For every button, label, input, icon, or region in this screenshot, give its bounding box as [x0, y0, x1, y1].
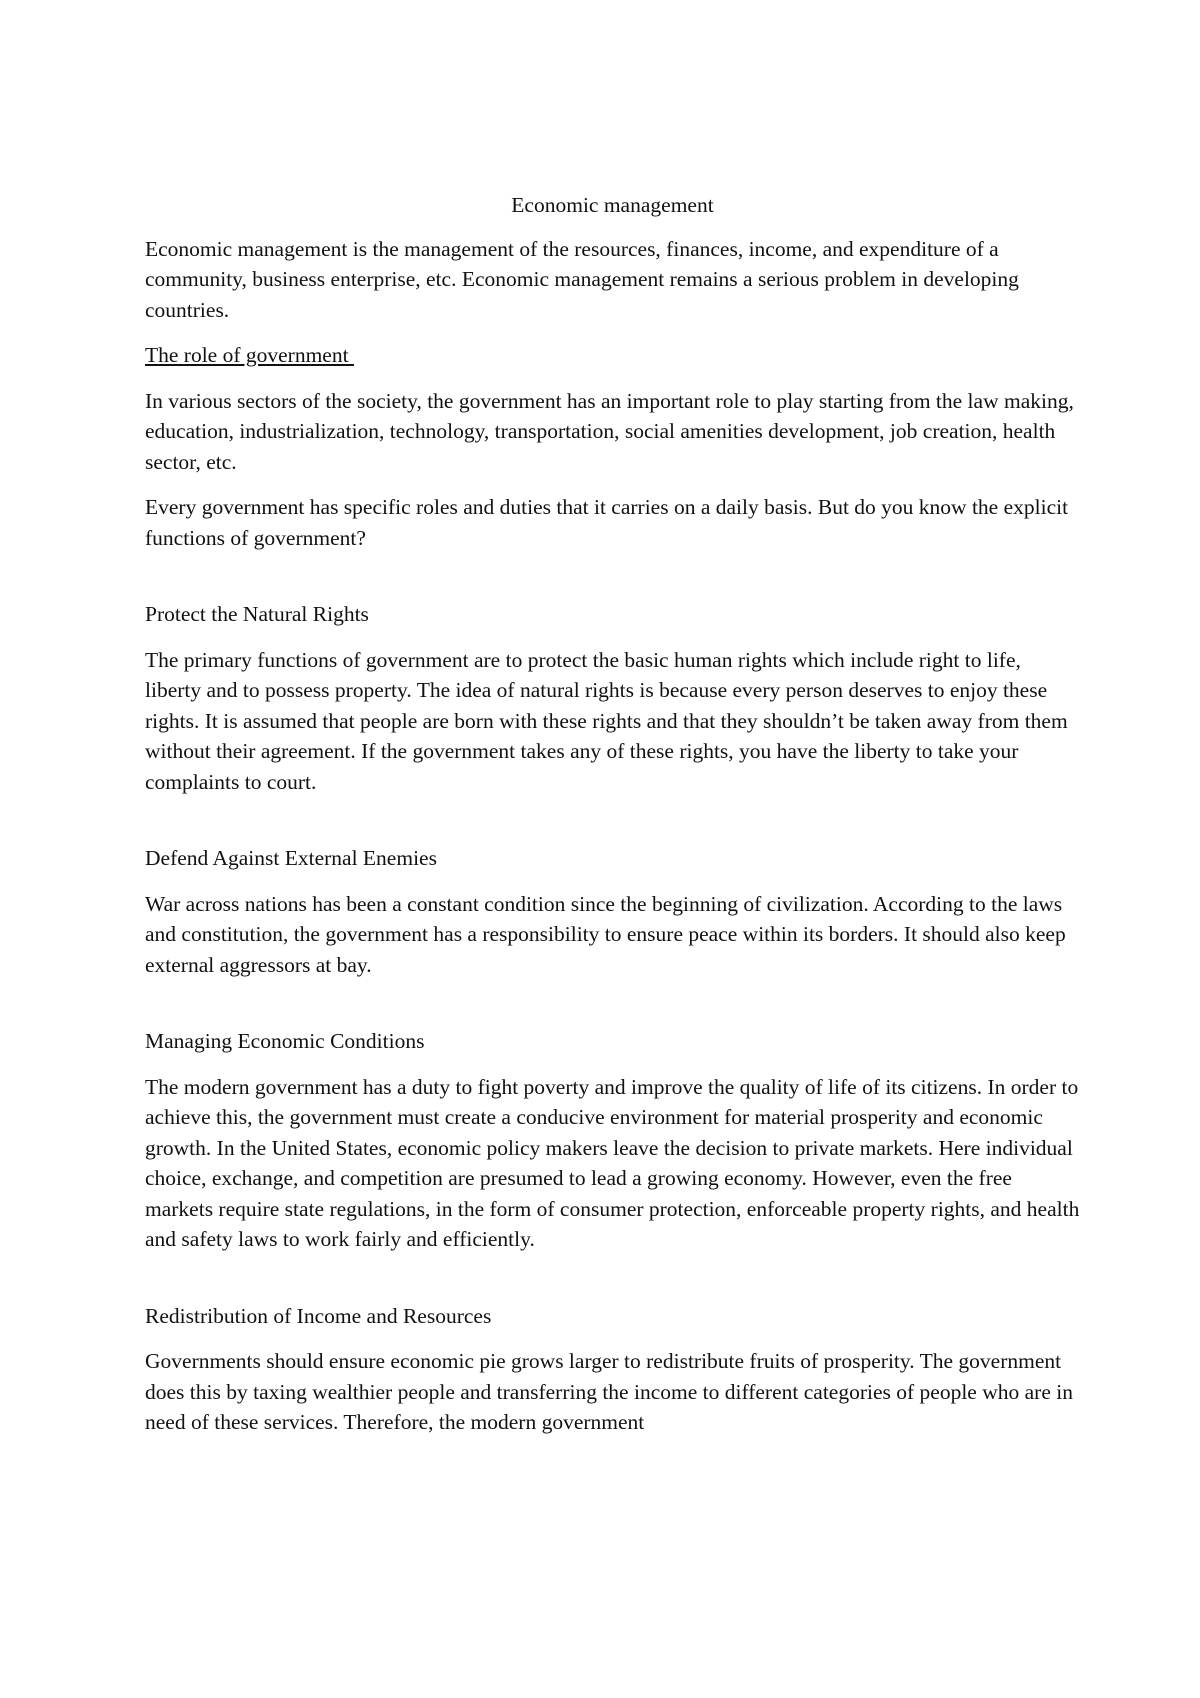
section-body-redistribution: Governments should ensure economic pie grows larger to redistribute fruits of prosperity. The government does this by taxing wealthier people and transferring the income to different categories of people who are in need of these services. Therefore, the modern government	[145, 1349, 1073, 1434]
document-body	[145, 190, 1080, 1453]
role-heading: The role of government	[145, 343, 354, 367]
document-title: Economic management	[511, 193, 714, 217]
section-heading-external-enemies: Defend Against External Enemies	[145, 846, 437, 870]
role-paragraph-1: In various sectors of the society, the government has an important role to play starting from the law making, education, industrialization, technology, transportation, social amenities development, job creation, health sector, etc.	[145, 388, 1074, 474]
section-body-economic-conditions: The modern government has a duty to fight poverty and improve the quality of life of its citizens. In order to achieve this, the government must create a conducive environment for material prosperity and economic growth. In the United States, economic policy makers leave the decision to private markets. Here individual choice, exchange, and competition are presumed to lead a growing economy. However, even the free markets require state regulations, in the form of consumer protection, enforceable property rights, and health and safety laws to work fairly and efficiently.	[145, 1074, 1080, 1251]
section-body-natural-rights: The primary functions of government are to protect the basic human rights which include right to life, liberty and to possess property. The idea of natural rights is because every person deserves to enjoy these rights. It is assumed that people are born with these rights and that they shouldn’t be taken away from them without their agreement. If the government takes any of these rights, you have the liberty to take your complaints to court.	[145, 647, 1068, 794]
section-body-external-enemies: War across nations has been a constant condition since the beginning of civilization. According to the laws and constitution, the government has a responsibility to ensure peace within its borders. It should also keep external aggressors at bay.	[145, 891, 1066, 977]
section-heading-redistribution: Redistribution of Income and Resources	[145, 1303, 492, 1328]
role-heading-line	[145, 340, 1080, 371]
role-paragraph-2: Every government has specific roles and duties that it carries on a daily basis. But do you know the explicit functions of government?	[145, 495, 1069, 550]
intro-paragraph: Economic management is the management of the resources, finances, income, and expenditure of a community, business enterprise, etc. Economic management remains a serious problem in developing countries.	[145, 236, 1019, 322]
section-heading-natural-rights: Protect the Natural Rights	[145, 602, 369, 626]
section-heading-economic-conditions: Managing Economic Conditions	[145, 1029, 425, 1053]
